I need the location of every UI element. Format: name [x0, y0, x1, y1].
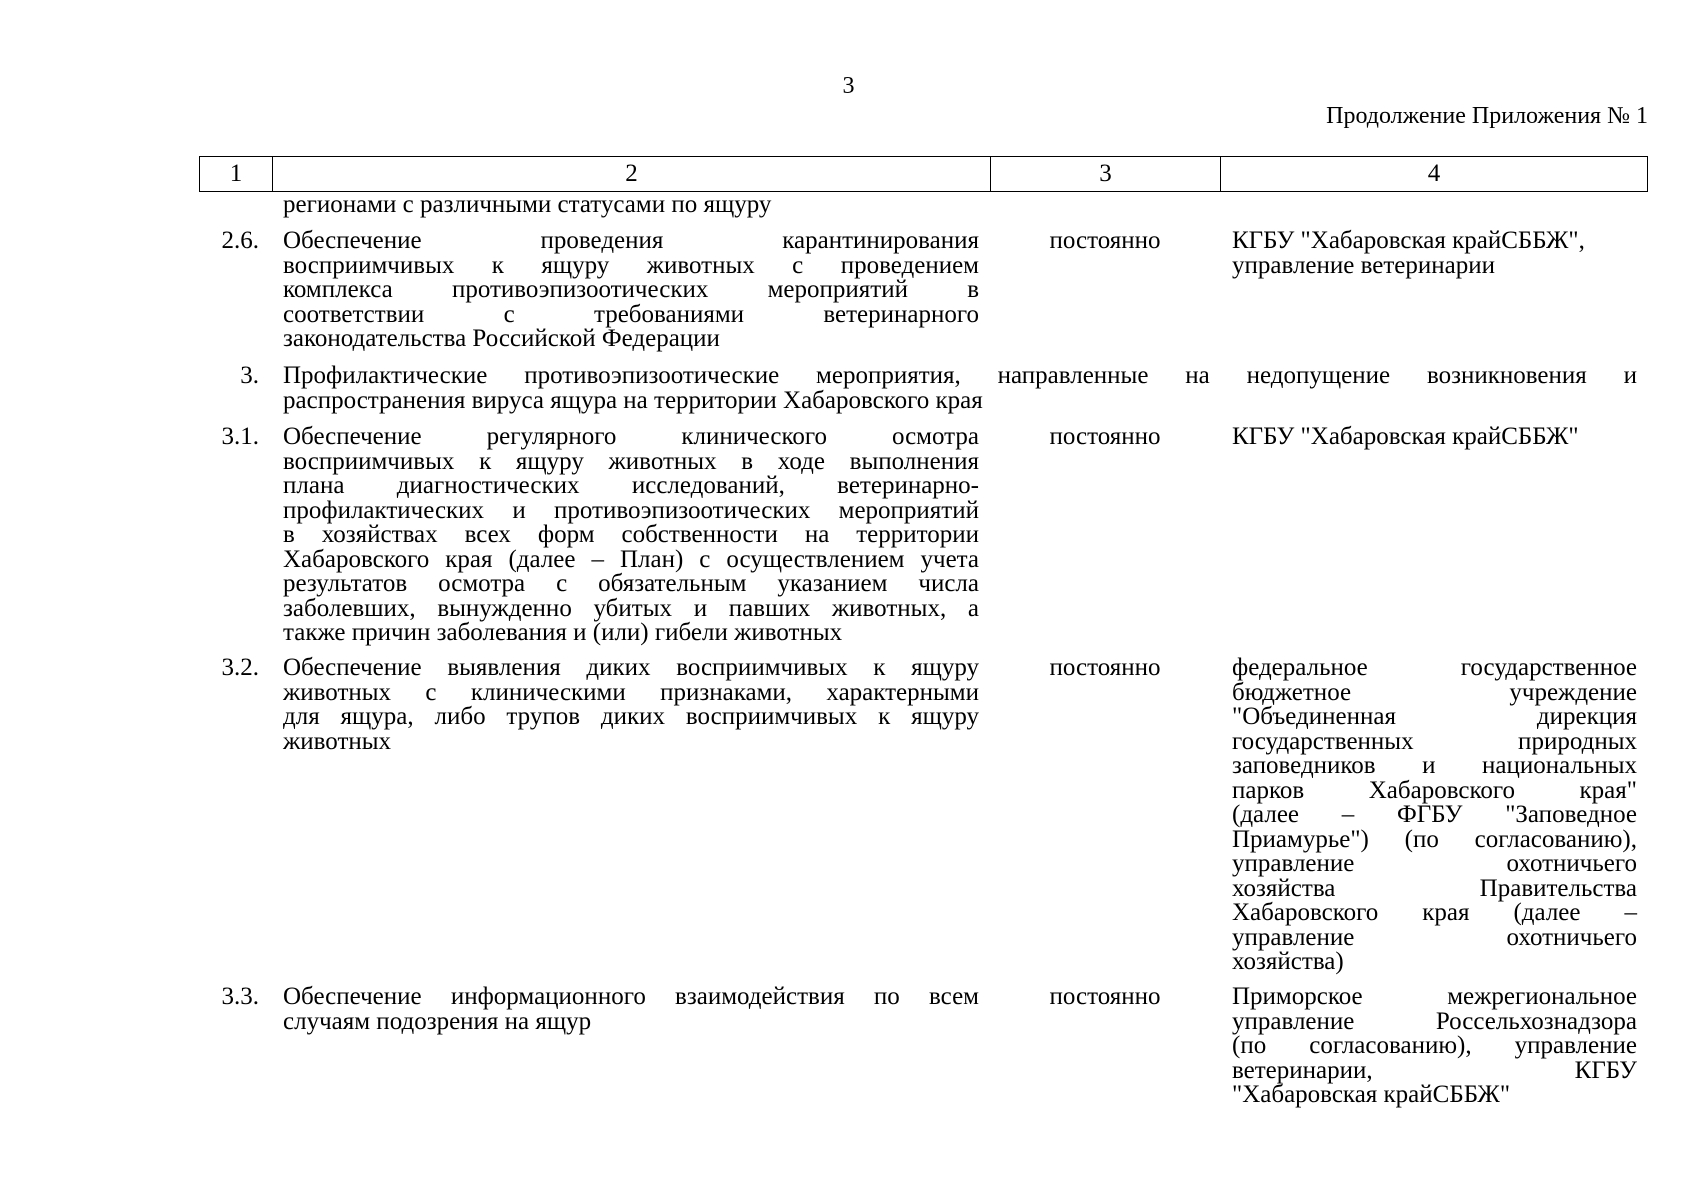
description-line: Обеспечение выявления диких восприимчивых к ящуру — [283, 654, 979, 681]
row-term: постоянно — [1049, 227, 1161, 254]
description-line: плана диагностических исследований, ветеринарно- — [283, 472, 979, 499]
executor-line: управление Россельхознадзора — [1232, 1007, 1637, 1035]
appendix-continuation-note: Продолжение Приложения № 1 — [1326, 103, 1648, 129]
header-cell-4: 4 — [1427, 160, 1441, 187]
row-number: 2.6. — [221, 227, 259, 254]
description-line: случаям подозрения на ящур — [283, 1007, 592, 1035]
row-number: 3. — [240, 362, 259, 389]
row-description — [283, 425, 979, 646]
executor-line: парков Хабаровского края" — [1232, 776, 1637, 804]
executor-line: Приамурье") (по согласованию), — [1232, 825, 1637, 853]
description-line: заболевших, вынужденно убитых и павших животных, а — [283, 594, 979, 622]
executor-line: КГБУ "Хабаровская крайСББЖ", — [1232, 227, 1585, 254]
row-executor — [1232, 229, 1637, 278]
description-line: также причин заболевания и (или) гибели животных — [283, 619, 843, 646]
row-executor — [1232, 425, 1637, 450]
row-number: 3.3. — [221, 983, 259, 1010]
row-term: постоянно — [1049, 983, 1161, 1010]
description-line: соответствии с требованиями ветеринарного — [283, 300, 979, 328]
description-line: Обеспечение регулярного клинического осмотра — [283, 423, 979, 450]
description-line: Обеспечение проведения карантинирования — [283, 227, 979, 254]
description-line: в хозяйствах всех форм собственности на территории — [283, 521, 979, 548]
header-cell-2: 2 — [273, 157, 991, 191]
description-line: регионами с различными статусами по ящуру — [283, 191, 772, 218]
description-line: распространения вируса ящура на территории Хабаровского края — [283, 386, 983, 414]
description-line: животных с клиническими признаками, характерными — [283, 678, 979, 706]
executor-line: Приморское межрегиональное — [1232, 983, 1637, 1010]
executor-line: (по согласованию), управление — [1232, 1032, 1637, 1059]
section-title — [283, 364, 1637, 413]
description-line: животных — [283, 727, 392, 755]
row-description — [283, 229, 979, 352]
executor-line: КГБУ "Хабаровская крайСББЖ" — [1232, 423, 1579, 450]
executor-line: управление охотничьего — [1232, 850, 1637, 877]
row-term: постоянно — [1049, 423, 1161, 450]
executor-line: хозяйства) — [1232, 948, 1344, 975]
executor-line: Хабаровского края (далее – — [1232, 899, 1637, 926]
row-number: 3.1. — [221, 423, 259, 450]
row-term: постоянно — [1049, 654, 1161, 681]
description-line: Профилактические противоэпизоотические мероприятия, направленные на недопущение возникновения и — [283, 362, 1637, 389]
row-description — [283, 193, 979, 218]
executor-line: заповедников и национальных — [1232, 752, 1637, 779]
row-description — [283, 656, 979, 754]
executor-line: "Объединенная дирекция — [1232, 703, 1637, 730]
executor-line: ветеринарии, КГБУ — [1232, 1056, 1637, 1084]
executor-line: государственных природных — [1232, 727, 1637, 755]
page-number: 3 — [842, 73, 855, 99]
description-line: комплекса противоэпизоотических мероприятий в — [283, 276, 979, 303]
description-line: Хабаровского края (далее – План) с осуществлением учета — [283, 545, 979, 573]
table-header-row — [199, 156, 1648, 192]
row-description — [283, 985, 979, 1034]
description-line: законодательства Российской Федерации — [283, 325, 720, 352]
row-executor — [1232, 985, 1637, 1108]
row-number: 3.2. — [221, 654, 259, 681]
description-line: профилактических и противоэпизоотических мероприятий — [283, 496, 979, 524]
executor-line: хозяйства Правительства — [1232, 874, 1637, 902]
executor-line: бюджетное учреждение — [1232, 678, 1637, 706]
executor-line: федеральное государственное — [1232, 654, 1637, 681]
description-line: для ящура, либо трупов диких восприимчивых к ящуру — [283, 703, 979, 730]
description-line: результатов осмотра с обязательным указанием числа — [283, 570, 979, 597]
description-line: Обеспечение информационного взаимодействия по всем — [283, 983, 979, 1010]
description-line: восприимчивых к ящуру животных с проведением — [283, 251, 979, 279]
header-cell-3: 3 — [991, 157, 1221, 191]
executor-line: (далее – ФГБУ "Заповедное — [1232, 801, 1637, 828]
description-line: восприимчивых к ящуру животных в ходе выполнения — [283, 447, 979, 475]
executor-line: управление охотничьего — [1232, 923, 1637, 951]
executor-line: "Хабаровская крайСББЖ" — [1232, 1081, 1511, 1108]
executor-line: управление ветеринарии — [1232, 251, 1496, 279]
header-cell-1: 1 — [200, 157, 273, 191]
row-executor — [1232, 656, 1637, 975]
